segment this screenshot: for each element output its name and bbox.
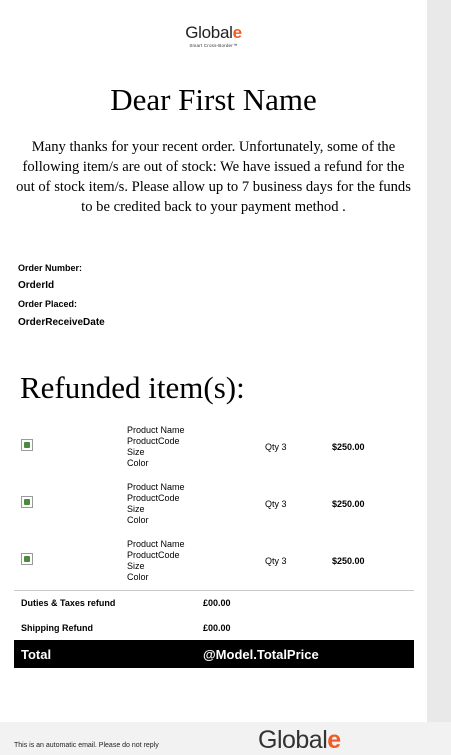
total-bar (14, 640, 414, 668)
item-color: Color (127, 458, 149, 468)
duties-value: £00.00 (203, 598, 231, 608)
item-price: $250.00 (332, 499, 365, 509)
broken-image-icon (21, 496, 33, 508)
item-price: $250.00 (332, 556, 365, 566)
logo-accent: e (232, 23, 242, 42)
refunded-items-heading: Refunded item(s): (20, 370, 245, 405)
order-placed-label: Order Placed: (18, 299, 78, 309)
item-qty: Qty 3 (265, 556, 287, 566)
item-price: $250.00 (332, 442, 365, 452)
item-size: Size (127, 504, 145, 514)
item-color: Color (127, 515, 149, 525)
refund-message: Many thanks for your recent order. Unfortunately, some of the following item/s are out of stock: We have issued a refund for the out of stock item/s. Please allow up to 7 business days for the funds to be credited back to your payment method . (16, 139, 411, 215)
shipping-label: Shipping Refund (21, 623, 93, 633)
footer-globale-logo (258, 726, 341, 754)
item-info (127, 539, 185, 583)
logo-text: Global (185, 23, 233, 42)
broken-image-icon (21, 553, 33, 565)
item-code: ProductCode (127, 436, 180, 446)
item-color: Color (127, 572, 149, 582)
footer-note: This is an automatic email. Please do not reply (14, 742, 159, 749)
table-row (14, 482, 414, 532)
footer-logo-accent: e (327, 726, 341, 754)
logo-tagline: Smart Cross-Border™ (189, 43, 238, 48)
item-info (127, 425, 185, 469)
total-value: @Model.TotalPrice (203, 647, 319, 662)
duties-label: Duties & Taxes refund (21, 598, 116, 608)
total-label: Total (21, 647, 52, 662)
globale-logo (0, 24, 427, 48)
shipping-value: £00.00 (203, 623, 231, 633)
item-size: Size (127, 447, 145, 457)
order-placed-value: OrderReceiveDate (18, 317, 105, 328)
item-info (127, 482, 185, 526)
summary-divider (14, 590, 414, 591)
item-qty: Qty 3 (265, 499, 287, 509)
item-name: Product Name (127, 425, 185, 435)
item-code: ProductCode (127, 493, 180, 503)
table-row (14, 425, 414, 475)
item-size: Size (127, 561, 145, 571)
broken-image-icon (21, 439, 33, 451)
footer-logo-text: Global (258, 726, 328, 754)
item-name: Product Name (127, 539, 185, 549)
table-row (14, 539, 414, 589)
item-code: ProductCode (127, 550, 180, 560)
item-qty: Qty 3 (265, 442, 287, 452)
order-number-label: Order Number: (18, 263, 83, 273)
scrollbar-track[interactable] (427, 0, 451, 722)
order-number-value: OrderId (18, 280, 55, 291)
item-name: Product Name (127, 482, 185, 492)
greeting-heading: Dear First Name (110, 82, 317, 117)
